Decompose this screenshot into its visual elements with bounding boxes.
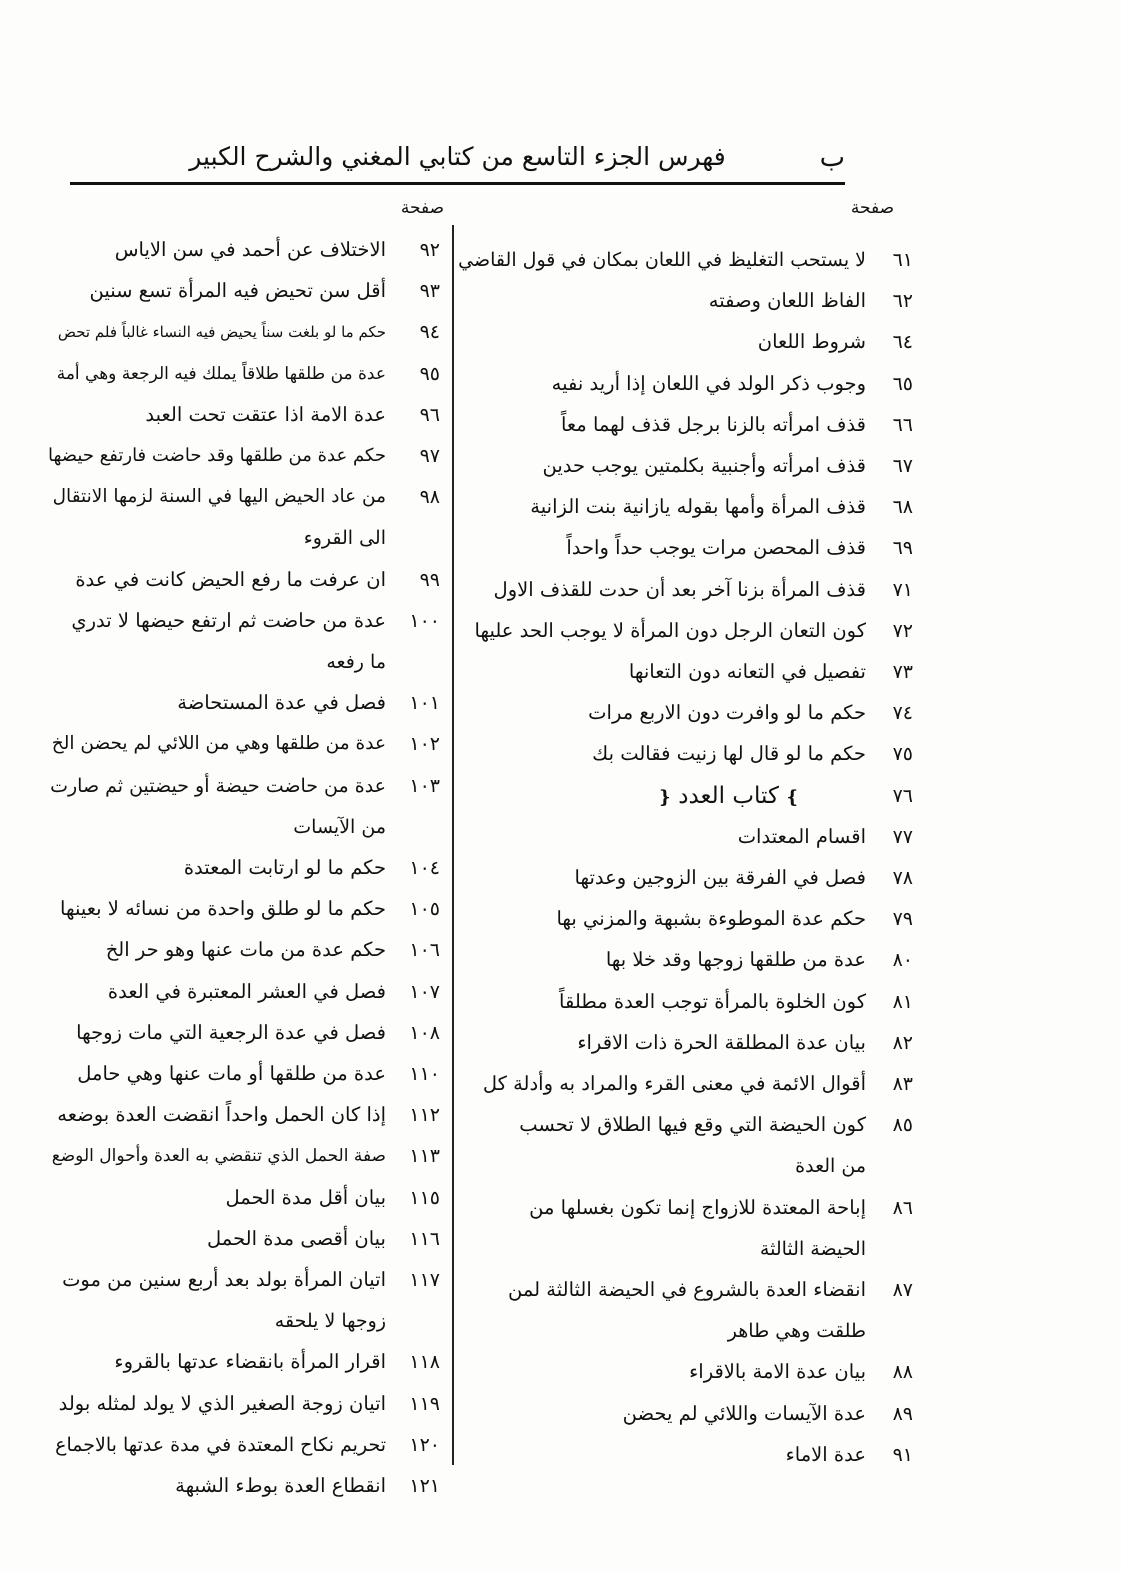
index-entry <box>446 1354 913 1390</box>
entry-title: قذف امرأته بالزنا برجل قذف لهما معاً <box>560 412 866 436</box>
entry-page-number: ١١٠ <box>409 1063 440 1085</box>
index-entry-continuation <box>46 1303 446 1339</box>
entry-title: حكم عدة من طلقها وقد حاضت فارتفع حيضها <box>48 445 386 466</box>
index-entry <box>46 273 446 309</box>
index-entry <box>46 768 446 804</box>
heading-ornament-left: ❴ <box>657 786 673 808</box>
index-entry <box>446 1107 913 1143</box>
index-entry-continuation <box>46 809 446 845</box>
index-entry <box>46 1221 446 1257</box>
index-entry <box>446 1437 913 1473</box>
entry-page-number: ٩٨ <box>419 486 440 509</box>
entry-title: حكم عدة الموطوءة بشبهة والمزني بها <box>556 907 866 931</box>
entry-title: اقسام المعتدات <box>737 824 866 848</box>
entry-title: من الآيسات <box>293 815 386 838</box>
index-entry <box>46 1138 446 1174</box>
index-entry <box>446 613 913 649</box>
index-entry <box>46 438 446 474</box>
entry-title: اتيان زوجة الصغير الذي لا يولد لمثله بولد <box>58 1391 386 1415</box>
index-entry <box>46 1468 446 1504</box>
entry-title: الفاظ اللعان وصفته <box>708 289 866 313</box>
entry-title: عدة الامة اذا عتقت تحت العبد <box>145 402 386 426</box>
index-entry <box>446 819 913 855</box>
entry-title: طلقت وهي طاهر <box>727 1320 866 1343</box>
index-entry <box>446 242 913 278</box>
entry-page-number: ٦١ <box>892 249 913 271</box>
entry-page-number: ٦٦ <box>892 413 913 436</box>
entry-title: عدة من طلقها زوجها وقد خلا بها <box>605 948 866 972</box>
index-entry <box>446 1190 913 1226</box>
index-entry <box>446 695 913 731</box>
index-entry <box>46 1427 446 1463</box>
entry-title: فصل في الفرقة بين الزوجين وعدتها <box>574 866 866 889</box>
entry-page-number: ٧٧ <box>892 825 913 848</box>
index-entry <box>46 314 446 350</box>
entry-title: حكم ما لو وافرت دون الاربع مرات <box>588 701 866 725</box>
entry-title: فصل في العشر المعتبرة في العدة <box>107 979 386 1003</box>
entry-page-number: ٨٢ <box>892 1031 913 1054</box>
index-entry-continuation <box>446 1313 866 1349</box>
index-entry <box>446 1025 913 1061</box>
entry-title: من عاد الحيض اليها في السنة لزمها الانتقال <box>52 486 386 508</box>
entry-title: انقطاع العدة بوطء الشبهة <box>175 1474 386 1497</box>
entry-title: عدة الاماء <box>785 1442 866 1466</box>
index-entry <box>46 1344 446 1380</box>
index-entry-continuation <box>46 644 446 680</box>
index-entry <box>446 572 913 608</box>
entry-page-number: ٨٠ <box>892 949 913 972</box>
entry-title: لا يستحب التغليظ في اللعان بمكان في قول القاضي <box>458 249 866 271</box>
entry-page-number: ٧٣ <box>892 661 913 683</box>
entry-title: شروط اللعان <box>757 330 866 354</box>
index-entry <box>46 397 446 433</box>
entry-page-number: ١١٢ <box>409 1104 440 1127</box>
entry-page-number: ٧٩ <box>892 908 913 931</box>
entry-page-number: ٨٩ <box>892 1402 913 1425</box>
index-entry <box>46 232 446 268</box>
entry-title: تفصيل في التعانه دون التعانها <box>628 660 866 683</box>
index-entry <box>46 685 446 721</box>
entry-title: إباحة المعتدة للازواج إنما تكون بغسلها من <box>529 1195 866 1219</box>
header-rule <box>70 182 845 185</box>
index-entry <box>446 530 913 566</box>
index-entry <box>446 448 913 484</box>
entry-title: عدة الآيسات واللائي لم يحضن <box>622 1401 866 1425</box>
entry-page-number: ٩٦ <box>419 403 440 426</box>
entry-page-number: ٨٧ <box>892 1279 913 1301</box>
entry-title: بيان أقصى مدة الحمل <box>207 1226 386 1250</box>
entry-title: بيان أقل مدة الحمل <box>225 1185 386 1209</box>
index-entry <box>446 489 913 525</box>
index-entry <box>446 324 913 360</box>
entry-title: إذا كان الحمل واحداً انقضت العدة بوضعه <box>57 1103 386 1127</box>
index-entry <box>446 984 913 1020</box>
entry-page-number: ٦٩ <box>892 537 913 560</box>
index-entry <box>46 1097 446 1133</box>
entry-page-number: ١١٣ <box>409 1145 440 1168</box>
entry-page-number: ١١٩ <box>409 1392 440 1415</box>
entry-page-number: ١١٧ <box>409 1269 440 1291</box>
heading-text: كتاب العدد <box>678 782 779 809</box>
entry-title: قذف امرأته وأجنبية بكلمتين يوجب حدين <box>542 454 866 477</box>
entry-page-number: ٨٣ <box>892 1073 913 1095</box>
entry-page-number: ٦٨ <box>892 496 913 519</box>
index-entry <box>446 283 913 319</box>
entry-page-number: ٧٦ <box>892 784 913 807</box>
index-entry <box>46 1180 446 1216</box>
index-entry <box>46 356 446 392</box>
entry-title: قذف المرأة وأمها بقوله يازانية بنت الزانية <box>530 495 866 519</box>
page-title: فهرس الجزء التاسع من كتابي المغني والشرح الكبير <box>189 142 726 171</box>
entry-page-number: ١٠٧ <box>409 980 440 1003</box>
entry-page-number: ١٠٥ <box>409 898 440 921</box>
index-entry <box>46 1015 446 1051</box>
entry-page-number: ٩٤ <box>419 321 440 344</box>
entry-page-number: ١٠١ <box>409 692 440 715</box>
entry-title: من العدة <box>795 1155 866 1178</box>
index-entry <box>446 1396 913 1432</box>
entry-page-number: ٧٢ <box>892 619 913 642</box>
entry-title: انقضاء العدة بالشروع في الحيضة الثالثة لمن <box>508 1278 866 1301</box>
page-column-label-left: صفحة <box>400 198 444 218</box>
index-entry <box>46 974 446 1010</box>
index-entry <box>46 1056 446 1092</box>
entry-title: بيان عدة الامة بالاقراء <box>689 1360 866 1384</box>
entry-title: حكم عدة من مات عنها وهو حر الخ <box>105 938 386 962</box>
entry-title: عدة من حاضت حيضة أو حيضتين ثم صارت <box>50 774 386 797</box>
entry-title: فصل في عدة الرجعية التي مات زوجها <box>76 1020 386 1044</box>
index-entry <box>46 1262 446 1298</box>
entry-page-number: ٧١ <box>892 578 913 601</box>
index-entry <box>46 562 446 598</box>
entry-title: اتيان المرأة بولد بعد أربع سنين من موت <box>62 1268 386 1291</box>
entry-title: حكم ما لو ارتابت المعتدة <box>183 856 386 879</box>
entry-page-number: ٦٢ <box>892 290 913 313</box>
page-column-label-right: صفحة <box>850 198 894 218</box>
entry-page-number: ٨٨ <box>892 1361 913 1384</box>
entry-page-number: ٨٥ <box>892 1114 913 1137</box>
entry-page-number: ٦٧ <box>892 455 913 477</box>
entry-page-number: ٩٥ <box>419 362 440 385</box>
entry-title: قذف المحصن مرات يوجب حداً واحداً <box>566 536 866 560</box>
entry-title: صفة الحمل الذي تنقضي به العدة وأحوال الوضع <box>51 1146 386 1167</box>
entry-page-number: ١٠٨ <box>409 1021 440 1044</box>
index-entry <box>446 407 913 443</box>
entry-page-number: ١٠٦ <box>409 939 440 962</box>
entry-page-number: ٧٥ <box>892 743 913 766</box>
entry-page-number: ١١٨ <box>409 1351 440 1374</box>
index-entry <box>446 901 913 937</box>
entry-title: ما رفعه <box>326 651 386 673</box>
index-entry <box>46 726 446 762</box>
section-heading <box>446 778 913 814</box>
entry-page-number: ١٠٠ <box>409 609 440 632</box>
entry-page-number: ٨١ <box>892 990 913 1013</box>
heading-ornament-right: ❵ <box>784 786 800 808</box>
entry-title: عدة من حاضت ثم ارتفع حيضها لا تدري <box>71 608 386 632</box>
entry-title: تحريم نكاح المعتدة في مدة عدتها بالاجماع <box>55 1433 386 1456</box>
entry-title: حكم ما لو قال لها زنيت فقالت بك <box>592 742 866 766</box>
entry-title: زوجها لا يلحقه <box>274 1310 386 1333</box>
entry-page-number: ٦٤ <box>892 331 913 354</box>
entry-title: فصل في عدة المستحاضة <box>177 691 386 715</box>
entry-title: عدة من طلقها وهي من اللائي لم يحضن الخ <box>51 733 386 755</box>
index-entry <box>46 479 446 515</box>
index-entry <box>446 942 913 978</box>
entry-title: الحيضة الثالثة <box>759 1237 866 1260</box>
entry-page-number: ٦٥ <box>892 372 913 395</box>
entry-page-number: ١٠٣ <box>409 774 440 797</box>
section-title <box>651 778 806 816</box>
entry-page-number: ١٢٠ <box>409 1433 440 1456</box>
entry-title: اقرار المرأة بانقضاء عدتها بالقروء <box>114 1350 386 1374</box>
entry-title: بيان عدة المطلقة الحرة ذات الاقراء <box>577 1030 866 1054</box>
entry-title: الى القروء <box>303 527 386 550</box>
entry-title: كون الحيضة التي وقع فيها الطلاق لا تحسب <box>519 1113 866 1137</box>
entry-page-number: ١٢١ <box>409 1475 440 1497</box>
entry-page-number: ١٠٢ <box>409 733 440 756</box>
entry-page-number: ١١٦ <box>409 1227 440 1250</box>
entry-page-number: ٩١ <box>892 1443 913 1466</box>
index-entry <box>46 932 446 968</box>
index-entry <box>46 891 446 927</box>
index-entry <box>446 1272 913 1308</box>
entry-title: قذف المرأة بزنا آخر بعد أن حدت للقذف الاول <box>493 577 866 601</box>
entry-page-number: ٧٨ <box>892 867 913 889</box>
index-entry <box>46 850 446 886</box>
entry-title: حكم ما لو بلغت سناً يحيض فيه النساء غالباً فلم تحض <box>57 323 386 342</box>
page-letter: ب <box>819 142 845 173</box>
column-divider <box>452 225 454 1465</box>
entry-page-number: ٩٢ <box>419 239 440 261</box>
entry-title: حكم ما لو طلق واحدة من نسائه لا بعينها <box>60 897 386 921</box>
index-entry <box>446 654 913 690</box>
entry-title: وجوب ذكر الولد في اللعان إذا أريد نفيه <box>551 371 866 395</box>
page-header <box>70 136 845 180</box>
entry-page-number: ١٠٤ <box>409 857 440 879</box>
index-entry <box>446 366 913 402</box>
index-entry <box>446 1066 913 1102</box>
index-entry <box>446 736 913 772</box>
index-entry <box>446 860 913 896</box>
index-entry-continuation <box>446 1148 866 1184</box>
index-entry <box>46 603 446 639</box>
entry-page-number: ١١٥ <box>409 1186 440 1209</box>
entry-title: عدة من طلقها طلاقاً يملك فيه الرجعة وهي أمة <box>56 363 386 384</box>
entry-title: كون التعان الرجل دون المرأة لا يوجب الحد عليها <box>474 618 866 642</box>
entry-page-number: ٩٣ <box>419 280 440 303</box>
entry-title: الاختلاف عن أحمد في سن الاياس <box>114 238 386 261</box>
entry-title: ان عرفت ما رفع الحيض كانت في عدة <box>75 567 386 591</box>
entry-title: عدة من طلقها أو مات عنها وهي حامل <box>77 1062 386 1085</box>
entry-title: أقل سن تحيض فيه المرأة تسع سنين <box>89 279 386 303</box>
entry-page-number: ٩٧ <box>419 445 440 467</box>
entry-title: أقوال الائمة في معنى القرء والمراد به وأدلة كل <box>482 1072 866 1095</box>
index-entry-continuation <box>46 520 446 556</box>
entry-page-number: ٨٦ <box>892 1196 913 1219</box>
entry-title: كون الخلوة بالمرأة توجب العدة مطلقاً <box>559 989 866 1013</box>
index-entry-continuation <box>446 1231 866 1267</box>
entry-page-number: ٧٤ <box>892 702 913 725</box>
index-entry <box>46 1386 446 1422</box>
entry-page-number: ٩٩ <box>419 568 440 591</box>
